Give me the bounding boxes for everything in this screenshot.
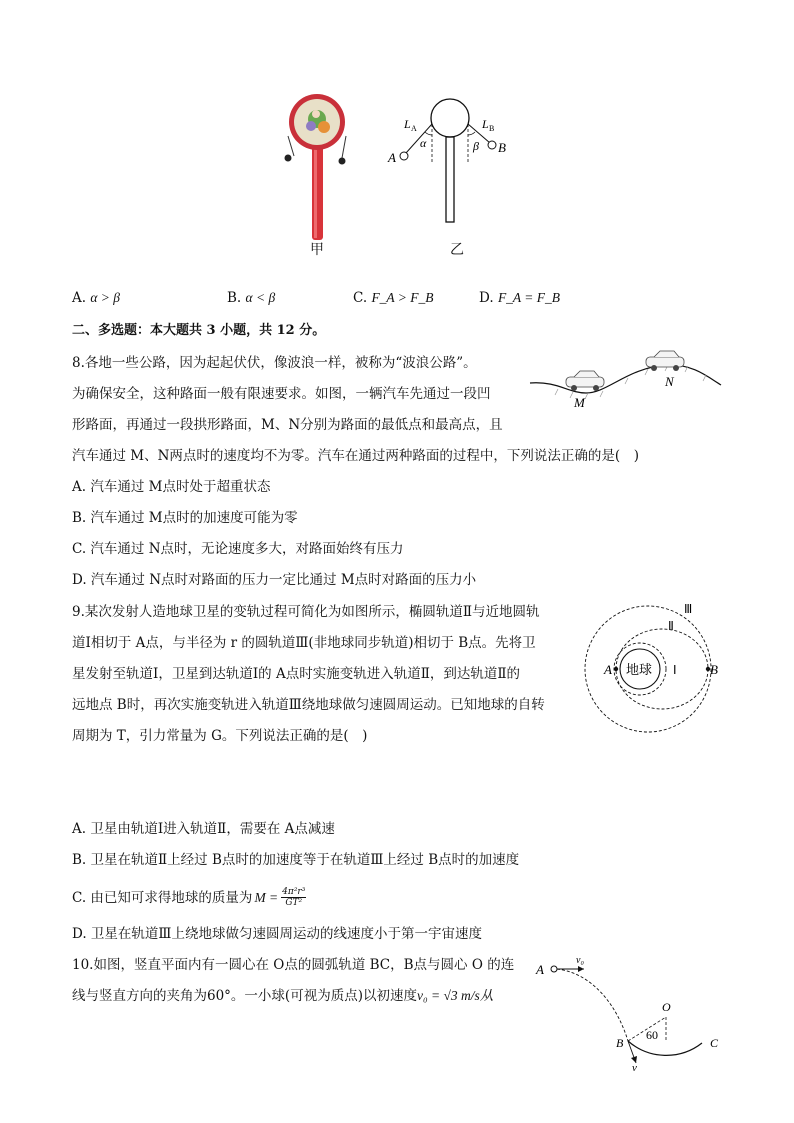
label-C: C	[710, 1036, 719, 1050]
q8-option-d: D. 汽车通过 N点时对路面的压力一定比通过 M点时对路面的压力小	[72, 572, 477, 588]
q7-option-b	[227, 290, 275, 306]
q9-option-a: A. 卫星由轨道Ⅰ进入轨道Ⅱ，需要在 A点减速	[72, 821, 335, 837]
circular-track-figure	[532, 955, 732, 1075]
option-text: F_A = F_B	[497, 290, 561, 305]
label-N: N	[665, 374, 674, 389]
q10-stem-line-2-wrap	[72, 986, 493, 1006]
label-v: v	[632, 1062, 637, 1074]
section-heading: 二、多选题：本大题共 3 小题，共 12 分。	[72, 323, 326, 338]
wave-road-figure	[528, 345, 723, 415]
q9-stem-line-2: 道Ⅰ相切于 A点，与半径为 r 的圆轨道Ⅲ(非地球同步轨道)相切于 B点。先将卫	[72, 635, 536, 651]
q8-option-b: B. 汽车通过 M点时的加速度可能为零	[72, 510, 298, 526]
q8-stem-line-1: 8.各地一些公路，因为起起伏伏，像波浪一样，被称为“波浪公路”。	[72, 355, 477, 371]
rattle-drum-photo	[280, 92, 360, 242]
option-letter: D.	[479, 290, 494, 306]
label-A: A	[604, 662, 612, 677]
label-beta: β	[473, 139, 479, 153]
mass-formula-lhs: M =	[254, 889, 279, 905]
option-letter: B.	[227, 290, 242, 306]
mass-formula-fraction	[281, 887, 306, 908]
label-LB-sub: B	[489, 124, 495, 133]
figure-caption-yi: 乙	[450, 242, 464, 258]
q7-option-a	[72, 290, 120, 306]
label-A: A	[536, 962, 544, 977]
q9-option-b: B. 卫星在轨道Ⅱ上经过 B点时的加速度等于在轨道Ⅲ上经过 B点时的加速度	[72, 852, 520, 868]
q10-stem-line-1: 10.如图，竖直平面内有一圆心在 O点的圆弧轨道 BC，B点与圆心 O 的连	[72, 957, 515, 973]
q8-option-c: C. 汽车通过 N点时，无论速度多大，对路面始终有压力	[72, 541, 404, 557]
label-O: O	[662, 1000, 671, 1014]
q7-option-c	[353, 290, 434, 306]
label-alpha: α	[420, 136, 427, 150]
pendulum-diagram	[380, 92, 520, 232]
q10-stem-line-2: 线与竖直方向的夹角为60°。一小球(可视为质点)以初速度	[72, 988, 417, 1004]
label-LA: L	[404, 117, 411, 131]
option-text: α > β	[90, 290, 121, 305]
option-text: α < β	[245, 290, 276, 305]
q8-option-a: A. 汽车通过 M点时处于超重状态	[72, 479, 271, 495]
label-A: A	[388, 150, 396, 165]
mass-formula-numerator: 4π²r³	[282, 887, 306, 897]
q10-v0-expression: v₀ = √3 m/s从	[416, 988, 494, 1003]
q9-option-d: D. 卫星在轨道Ⅲ上绕地球做匀速圆周运动的线速度小于第一宇宙速度	[72, 926, 482, 942]
label-orbit-III: Ⅲ	[684, 602, 693, 616]
option-letter: A.	[72, 290, 87, 306]
q9-option-c	[72, 887, 306, 908]
orbit-figure	[580, 596, 730, 746]
q9-stem-line-1: 9.某次发射人造地球卫星的变轨过程可简化为如图所示，椭圆轨道Ⅱ与近地圆轨	[72, 604, 540, 620]
q9-option-c-text: C. 由已知可求得地球的质量为	[72, 889, 253, 906]
label-v0: v₀	[576, 955, 584, 966]
label-B: B	[616, 1036, 624, 1050]
label-earth: 地球	[626, 662, 653, 677]
mass-formula-denominator: GT²	[285, 898, 303, 908]
label-LB: L	[482, 117, 489, 131]
label-B: B	[498, 140, 506, 155]
option-letter: C.	[353, 290, 368, 306]
q9-stem-line-3: 星发射至轨道Ⅰ，卫星到达轨道Ⅰ的 A点时实施变轨进入轨道Ⅱ，到达轨道Ⅱ的	[72, 666, 521, 682]
q9-stem-line-4: 远地点 B时，再次实施变轨进入轨道Ⅲ绕地球做匀速圆周运动。已知地球的自转	[72, 697, 545, 713]
label-LA-sub: A	[411, 124, 417, 133]
label-angle: 60	[646, 1028, 658, 1042]
q8-stem-line-2: 为确保安全，这种路面一般有限速要求。如图，一辆汽车先通过一段凹	[72, 386, 491, 402]
q8-stem-line-3: 形路面，再通过一段拱形路面，M、N分别为路面的最低点和最高点，且	[72, 417, 503, 433]
label-orbit-II: Ⅱ	[668, 619, 674, 633]
q9-stem-line-5: 周期为 T，引力常量为 G。下列说法正确的是( )	[72, 728, 368, 744]
figure-caption-jia: 甲	[310, 242, 324, 258]
q8-stem-line-4: 汽车通过 M、N两点时的速度均不为零。汽车在通过两种路面的过程中，下列说法正确的是( )	[72, 448, 639, 464]
option-text: F_A > F_B	[371, 290, 434, 305]
q7-option-d	[479, 290, 560, 306]
label-B: B	[710, 662, 718, 677]
label-M: M	[574, 395, 585, 410]
label-orbit-I: Ⅰ	[673, 663, 677, 677]
